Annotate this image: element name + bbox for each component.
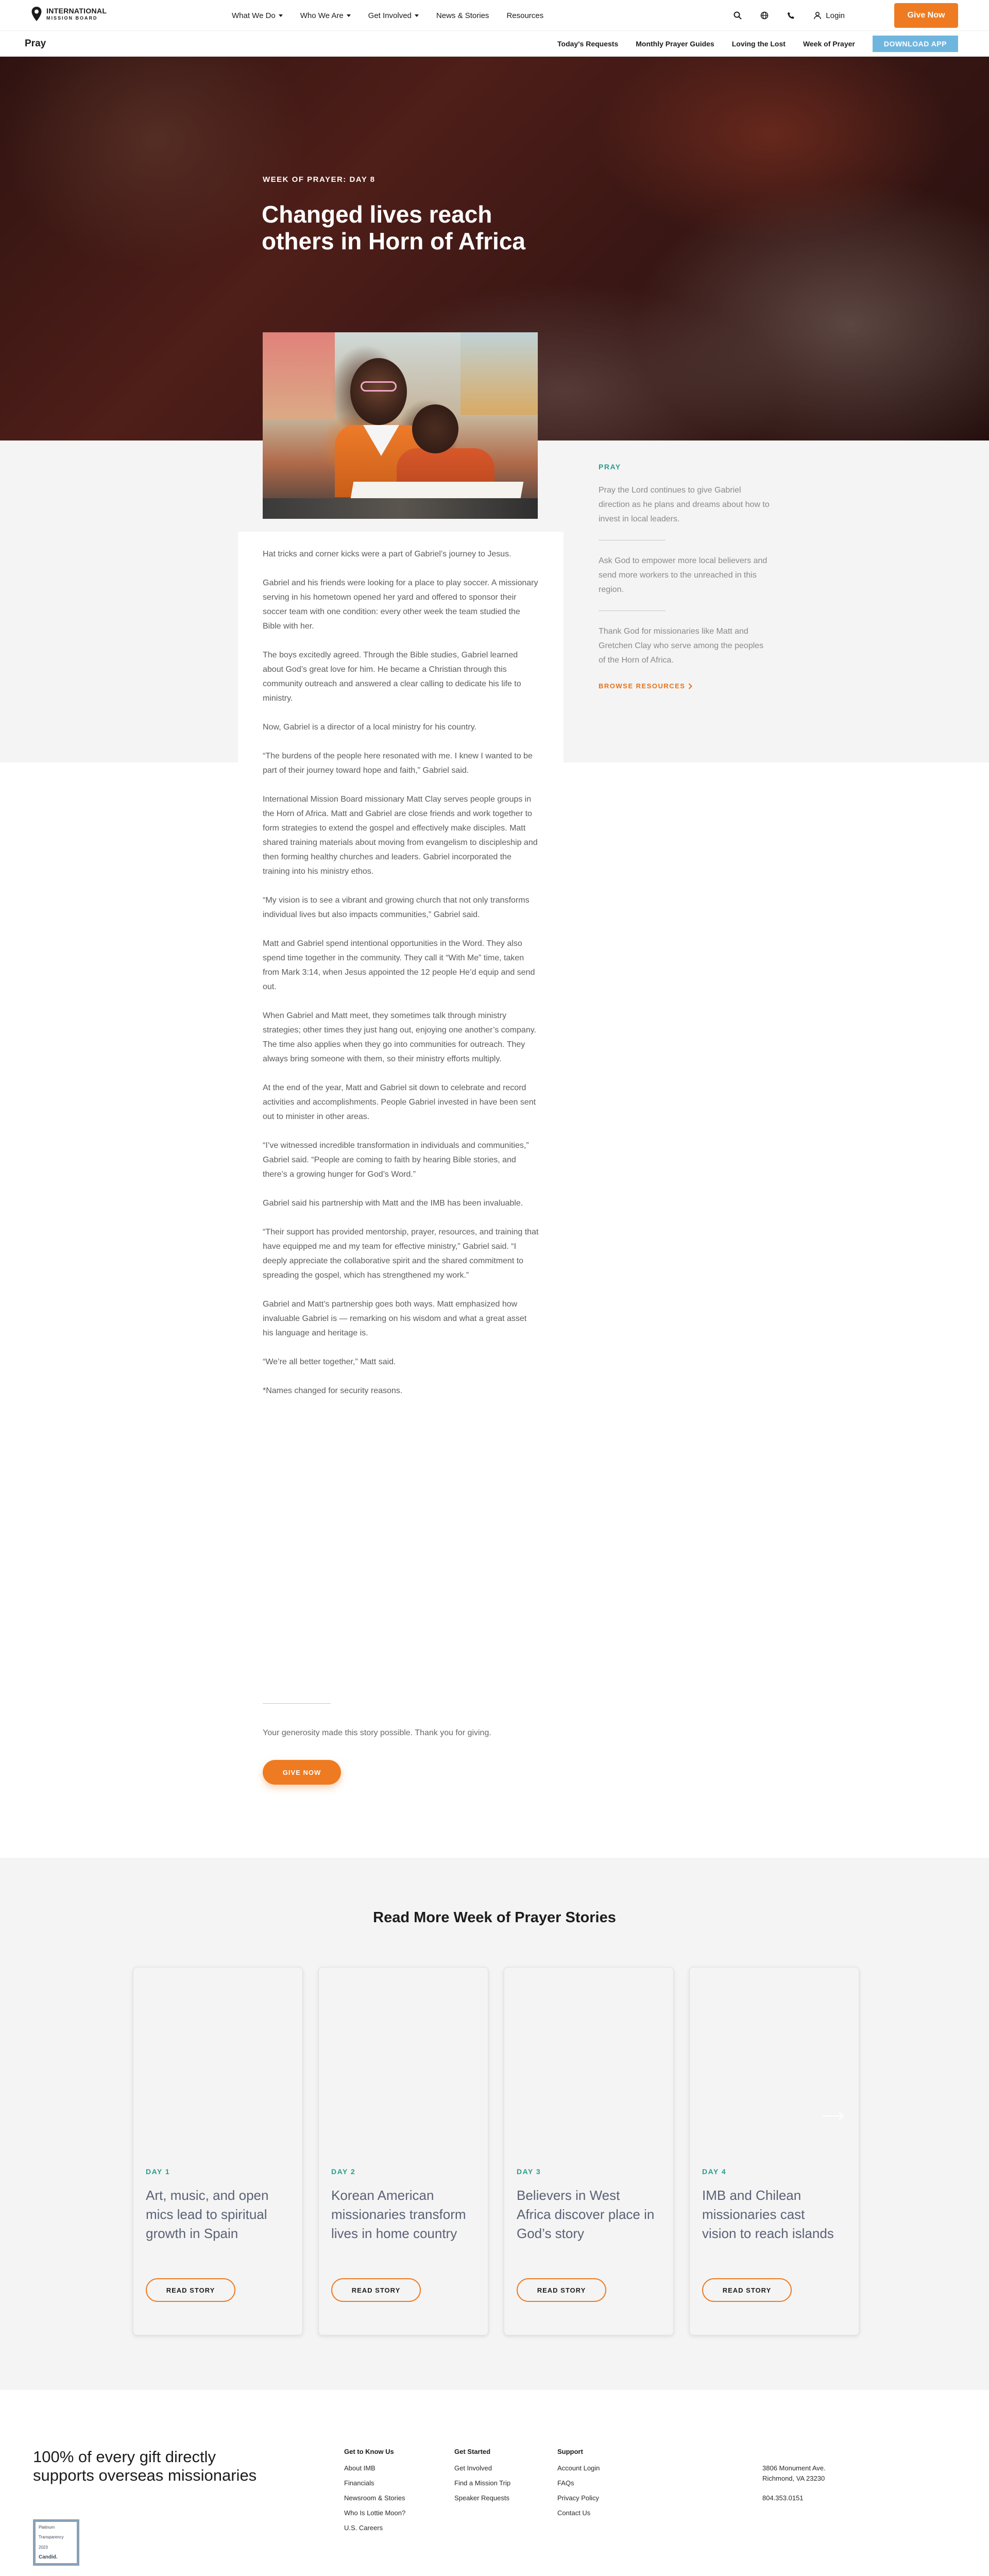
main-nav — [232, 0, 543, 31]
logo-line1: INTERNATIONAL — [46, 7, 107, 15]
read-story-button[interactable]: READ STORY — [702, 2278, 792, 2302]
candid-transparency-seal[interactable] — [33, 2519, 79, 2566]
utility-nav — [733, 0, 845, 31]
top-header — [0, 0, 989, 31]
sub-nav — [557, 31, 958, 57]
card-title[interactable]: IMB and Chilean missionaries cast vision to reach islands — [702, 2188, 834, 2241]
read-more-title: Read More Week of Prayer Stories — [373, 1909, 616, 1926]
login-label: Login — [826, 11, 845, 20]
footer-column-heading: Get Started — [454, 2448, 491, 2455]
imb-logo[interactable] — [31, 6, 107, 22]
footer-link[interactable]: Account Login — [557, 2464, 600, 2472]
footer-column-heading: Support — [557, 2448, 583, 2455]
card-day: DAY 2 — [331, 2167, 356, 2176]
prayer-request: Pray the Lord continues to give Gabriel direction as he plans and dreams about how to invest in local leaders. — [599, 486, 770, 523]
footer-phone[interactable]: 804.353.0151 — [762, 2494, 804, 2502]
card-title[interactable]: Korean American missionaries transform lives in home country — [331, 2188, 466, 2241]
footer-link[interactable]: About IMB — [344, 2464, 376, 2472]
footer-column-support — [557, 2448, 600, 2520]
logo-line2: MISSION BOARD — [46, 15, 98, 21]
chevron-down-icon — [415, 14, 419, 17]
footer-link[interactable]: FAQs — [557, 2479, 574, 2487]
article-paragraph: Gabriel and Matt’s partnership goes both ways. Matt emphasized how invaluable Gabriel is — remarking on his wisdom and what a great asset his language and heritage is. — [263, 1300, 527, 1337]
article-paragraph: “I’ve witnessed incredible transformation in individuals and communities,” Gabriel said. “People are coming to faith by hearing Bible stories, and there’s a growing hunger for God’s Word.” — [263, 1141, 529, 1179]
article-paragraph: Hat tricks and corner kicks were a part of Gabriel’s journey to Jesus. — [263, 550, 511, 558]
chevron-down-icon — [279, 14, 283, 17]
article-paragraph: Gabriel and his friends were looking for a place to play soccer. A missionary serving in his hometown opened her yard and offered to sponsor their soccer team with one condition: every other week the team studied the Bible with her. — [263, 579, 538, 631]
subnav-loving-the-lost[interactable]: Loving the Lost — [731, 40, 786, 48]
footer — [0, 2390, 989, 2576]
section-title: Pray — [25, 38, 46, 49]
footer-headline: 100% of every gift directly supports overseas missionaries — [33, 2448, 257, 2484]
nav-what-we-do[interactable] — [232, 11, 283, 20]
nav-who-we-are[interactable] — [300, 11, 351, 20]
story-card[interactable] — [318, 1967, 488, 2335]
article-paragraph: At the end of the year, Matt and Gabriel sit down to celebrate and record activities and accomplishments. People Gabriel invested in have been sent out to minister in other areas. — [263, 1083, 536, 1121]
student-face-2 — [412, 404, 458, 453]
article-paragraph: Matt and Gabriel spend intentional opportunities in the Word. They also spend time together in the community. They call it “With Me” time, taken from Mark 3:14, when Jesus appointed the 12 people He’d equip and send out. — [263, 939, 535, 991]
story-photo — [263, 332, 538, 519]
read-story-button[interactable]: READ STORY — [331, 2278, 421, 2302]
article-paragraph: International Mission Board missionary Matt Clay serves people groups in the Horn of Africa. Matt and Gabriel are close friends and work together to form strategies to extend the gospel and effectively make disciples. Matt shared training materials about moving from evangelism to discipleship and then forming healthy churches and leaders. Gabriel incorporated the training into his ministry ethos. — [263, 795, 538, 876]
nav-label: Resources — [506, 11, 544, 20]
nav-resources[interactable] — [506, 11, 543, 20]
article-footnote: *Names changed for security reasons. — [263, 1386, 403, 1395]
page-title: Changed lives reach others in Horn of Africa — [262, 201, 525, 255]
nav-label: News & Stories — [436, 11, 489, 20]
sub-header — [0, 31, 989, 57]
globe-icon[interactable] — [760, 11, 769, 20]
story-card[interactable] — [504, 1967, 674, 2335]
footer-link[interactable]: Get Involved — [454, 2464, 492, 2472]
subnav-week-of-prayer[interactable]: Week of Prayer — [803, 40, 855, 48]
prayer-request: Thank God for missionaries like Matt and Gretchen Clay who serve among the peoples of the Horn of Africa. — [599, 627, 764, 665]
chevron-right-icon — [688, 683, 692, 689]
footer-column-get-started — [454, 2448, 510, 2505]
give-now-button[interactable]: Give Now — [894, 3, 958, 28]
seal-brand: Candid. — [39, 2554, 58, 2560]
nav-label: What We Do — [232, 11, 276, 20]
footer-link[interactable]: Newsroom & Stories — [344, 2494, 405, 2502]
article-paragraph: “Their support has provided mentorship, prayer, resources, and training that have equipped me and my team for effective ministry,” Gabriel said. “I deeply appreciate the collaborative spirit and the shared commitment to spreading the gospel, which has strengthened my work.” — [263, 1228, 539, 1280]
card-day: DAY 3 — [517, 2167, 541, 2176]
pray-sidebar — [599, 463, 772, 690]
read-story-button[interactable]: READ STORY — [146, 2278, 235, 2302]
story-card[interactable] — [133, 1967, 303, 2335]
browse-resources-label: BROWSE RESOURCES — [599, 682, 686, 690]
search-icon[interactable] — [733, 11, 742, 20]
seal-line: Platinum — [39, 2525, 55, 2530]
footer-link[interactable]: Who Is Lottie Moon? — [344, 2509, 406, 2517]
hero-kicker: WEEK OF PRAYER: DAY 8 — [263, 175, 376, 184]
classroom-board-right — [461, 332, 538, 415]
article-paragraph: Now, Gabriel is a director of a local ministry for his country. — [263, 723, 476, 732]
seal-line: 2023 — [39, 2545, 48, 2550]
prayer-request: Ask God to empower more local believers and send more workers to the unreached in this region. — [599, 556, 768, 594]
student-glasses — [361, 381, 397, 392]
nav-label: Who We Are — [300, 11, 344, 20]
divider — [263, 1703, 331, 1704]
footer-link[interactable]: Financials — [344, 2479, 374, 2487]
browse-resources-link[interactable] — [599, 682, 772, 690]
address-line: Richmond, VA 23230 — [762, 2475, 825, 2482]
seal-line: Transparency — [39, 2535, 64, 2540]
story-cards — [133, 1967, 859, 2335]
footer-link[interactable]: Speaker Requests — [454, 2494, 509, 2502]
student-face — [350, 358, 407, 425]
card-title[interactable]: Believers in West Africa discover place in God’s story — [517, 2188, 655, 2241]
card-day: DAY 1 — [146, 2167, 170, 2176]
footer-address — [762, 2463, 826, 2484]
article-paragraph: “We’re all better together,” Matt said. — [263, 1358, 396, 1366]
card-day: DAY 4 — [702, 2167, 727, 2176]
article-paragraph: The boys excitedly agreed. Through the Bible studies, Gabriel learned about God’s great love for him. He became a Christian through this community outreach and answered a clear calling to dedicate his life to ministry. — [263, 651, 521, 703]
read-story-button[interactable]: READ STORY — [517, 2278, 606, 2302]
footer-column-heading: Get to Know Us — [344, 2448, 394, 2455]
user-icon — [813, 11, 822, 20]
classroom-board-left — [263, 332, 335, 420]
card-title[interactable]: Art, music, and open mics lead to spiritual growth in Spain — [146, 2188, 269, 2241]
article-paragraph: “The burdens of the people here resonated with me. I knew I wanted to be part of their journey toward hope and faith,” Gabriel said. — [263, 752, 533, 775]
footer-column-get-to-know-us — [344, 2448, 405, 2535]
pray-label: PRAY — [599, 463, 621, 471]
article-body — [238, 532, 564, 1413]
give-now-button-secondary[interactable]: GIVE NOW — [263, 1760, 341, 1785]
map-pin-icon — [31, 6, 42, 22]
nav-label: Get Involved — [368, 11, 412, 20]
download-app-button[interactable]: DOWNLOAD APP — [873, 36, 958, 52]
footer-link[interactable]: Find a Mission Trip — [454, 2479, 511, 2487]
subnav-todays-requests[interactable]: Today's Requests — [557, 40, 619, 48]
carousel-next-arrow-icon[interactable] — [822, 2111, 845, 2121]
desk — [263, 498, 538, 519]
thank-you-text: Your generosity made this story possible. Thank you for giving. — [263, 1728, 491, 1737]
login-link[interactable] — [813, 11, 845, 20]
phone-icon[interactable] — [787, 11, 796, 20]
nav-news-stories[interactable] — [436, 11, 489, 20]
subnav-monthly-prayer-guides[interactable]: Monthly Prayer Guides — [636, 40, 714, 48]
chevron-down-icon — [347, 14, 351, 17]
article-paragraph: When Gabriel and Matt meet, they sometimes talk through ministry strategies; other times they just hang out, enjoying one another’s company. The time also applies when they go into communities for outreach. They always bring someone with them, so their ministry efforts multiply. — [263, 1011, 536, 1063]
address-line: 3806 Monument Ave. — [762, 2464, 826, 2472]
read-more-section — [0, 1858, 989, 2390]
footer-link[interactable]: Privacy Policy — [557, 2494, 599, 2502]
article-paragraph: “My vision is to see a vibrant and growing church that not only transforms individual lives but also impacts communities,” Gabriel said. — [263, 896, 530, 919]
article-paragraph: Gabriel said his partnership with Matt and the IMB has been invaluable. — [263, 1199, 523, 1208]
footer-link[interactable]: U.S. Careers — [344, 2524, 383, 2532]
story-card[interactable] — [689, 1967, 859, 2335]
footer-link[interactable]: Contact Us — [557, 2509, 591, 2517]
nav-get-involved[interactable] — [368, 11, 419, 20]
